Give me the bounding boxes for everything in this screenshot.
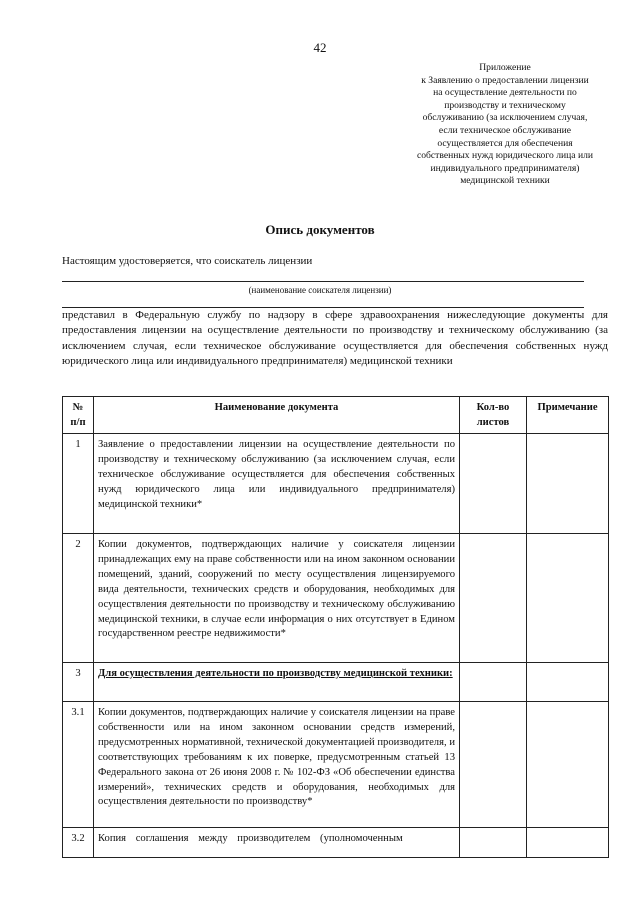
appendix-line: осуществляется для обеспечения bbox=[437, 137, 573, 149]
table-header-row bbox=[63, 397, 609, 434]
table-row bbox=[63, 663, 609, 702]
appendix-line: производству и техническому bbox=[444, 99, 566, 111]
table-row bbox=[63, 702, 609, 828]
appendix-line: собственных нужд юридического лица или bbox=[416, 150, 594, 162]
row-note bbox=[527, 534, 609, 663]
header-num: № п/п bbox=[63, 397, 94, 434]
row-note bbox=[527, 434, 609, 534]
header-note: Примечание bbox=[527, 397, 609, 434]
table-row bbox=[63, 828, 609, 858]
applicant-name-line bbox=[62, 281, 584, 282]
row-document-name: Заявление о предоставлении лицензии на осуществление деятельности по производству и техническому обслуживанию (за исключением случая, если техническое обслуживание осуществляется для обеспечения собственных нужд юридического лица или индивидуального предпринимателя) медицинской техники* bbox=[94, 434, 460, 534]
documents-table bbox=[62, 396, 609, 858]
row-note bbox=[527, 702, 609, 828]
statement-paragraph: представил в Федеральную службу по надзору в сфере здравоохранения нижеследующие документы для предоставления лицензии на осуществление деятельности по производству и техническому обслуживанию (за исключением случая, если техническое обслуживание осуществляется для обеспечения собственных нужд юридического лица или индивидуального предпринимателя) медицинской техники bbox=[62, 309, 608, 367]
appendix-line: на осуществление деятельности по bbox=[433, 87, 577, 99]
row-num: 2 bbox=[63, 534, 94, 663]
document-title: Опись документов bbox=[265, 222, 375, 237]
row-document-name bbox=[94, 663, 460, 702]
row-document-name: Копия соглашения между производителем (уполномоченным bbox=[94, 828, 460, 858]
row-sheets bbox=[460, 702, 527, 828]
appendix-line: Приложение bbox=[479, 62, 531, 73]
appendix-note bbox=[400, 62, 610, 188]
row-sheets bbox=[460, 434, 527, 534]
page-number: 42 bbox=[313, 40, 327, 55]
header-name: Наименование документа bbox=[94, 397, 460, 434]
row-num: 3 bbox=[63, 663, 94, 702]
table-row bbox=[63, 534, 609, 663]
appendix-line: если техническое обслуживание bbox=[438, 124, 572, 136]
appendix-line: медицинской техники bbox=[460, 175, 550, 187]
row-sheets bbox=[460, 534, 527, 663]
row-num: 1 bbox=[63, 434, 94, 534]
row-note bbox=[527, 828, 609, 858]
row-document-name: Копии документов, подтверждающих наличие у соискателя лицензии на праве собственности или на ином законном основании средств измерений, предусмотренных нормативной, технической документацией производителя, и соответствующих требованиям к их поверке, предусмотренным статьей 13 Федерального закона от 26 июня 2008 г. № 102-ФЗ «Об обеспечении единства измерений», технических средств и оборудования, необходимых для осуществления деятельности по производству* bbox=[94, 702, 460, 828]
intro-text: Настоящим удостоверяется, что соискатель лицензии bbox=[62, 255, 313, 267]
applicant-caption: (наименование соискателя лицензии) bbox=[248, 285, 392, 295]
section-heading: Для осуществления деятельности по производству медицинской техники: bbox=[98, 668, 453, 679]
appendix-line: индивидуального предпринимателя) bbox=[430, 162, 580, 174]
row-note bbox=[527, 663, 609, 702]
appendix-line: обслуживанию (за исключением случая, bbox=[422, 112, 588, 124]
table-row bbox=[63, 434, 609, 534]
row-document-name: Копии документов, подтверждающих наличие у соискателя лицензии принадлежащих ему на праве собственности или на ином законном основании помещений, зданий, сооружений по месту осуществления лицензируемого вида деятельности, технических средств и оборудования, необходимых для осуществления деятельности по производству и техническому обслуживанию медицинской техники, в случае если информация о них отсутствует в Едином государственном реестре недвижимости* bbox=[94, 534, 460, 663]
row-sheets bbox=[460, 828, 527, 858]
row-sheets bbox=[460, 663, 527, 702]
appendix-line: к Заявлению о предоставлении лицензии bbox=[421, 74, 589, 86]
header-sheets: Кол-во листов bbox=[460, 397, 527, 434]
row-num: 3.2 bbox=[63, 828, 94, 858]
row-num: 3.1 bbox=[63, 702, 94, 828]
